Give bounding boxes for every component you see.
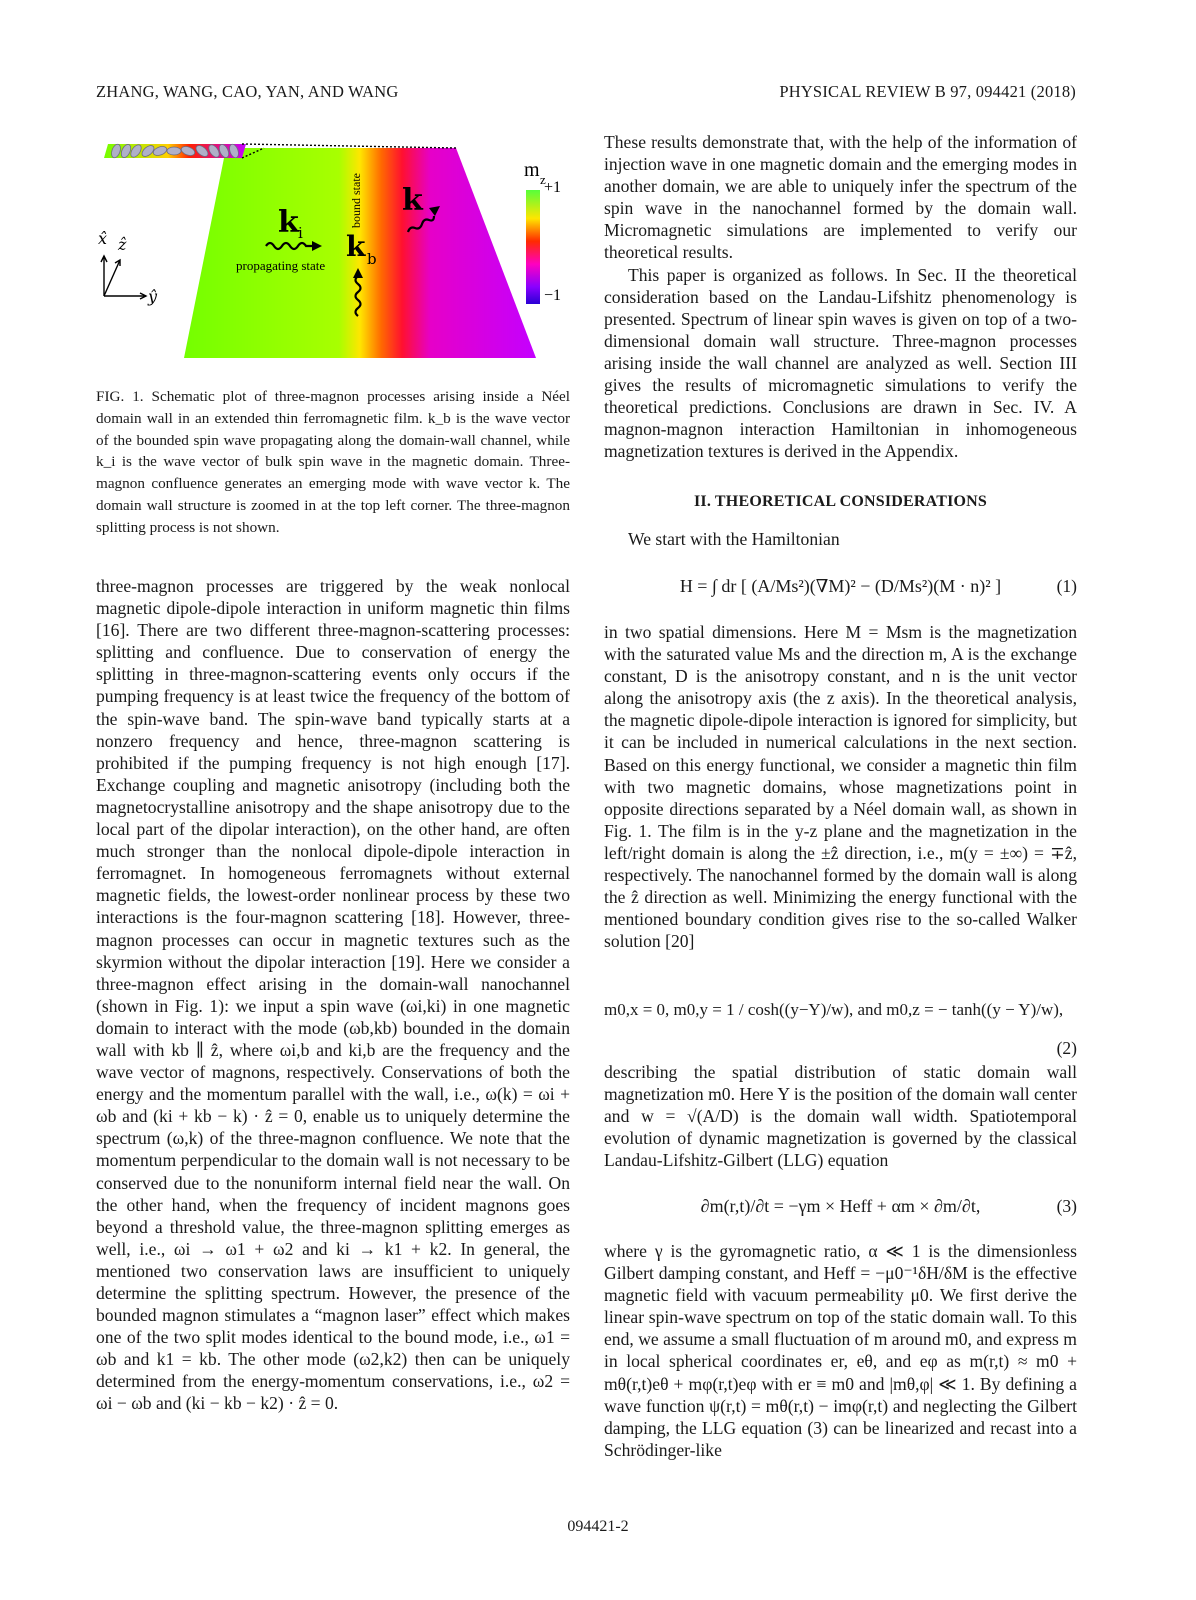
propagating-state-label: propagating state: [236, 258, 326, 273]
page-number: 094421-2: [567, 1518, 629, 1535]
kb-label: k: [346, 230, 366, 263]
paragraph: We start with the Hamiltonian: [628, 529, 840, 549]
equation-2-body: m0,x = 0, m0,y = 1 / cosh((y−Y)/w), and m0,z = − tanh((y − Y)/w),: [604, 1000, 1064, 1019]
mz-colorbar: [526, 190, 540, 304]
right-column-intro: [604, 131, 1077, 462]
mz-subscript: z: [540, 172, 546, 187]
equation-3-number: (3): [1056, 1196, 1077, 1216]
equation-3: [604, 1186, 1077, 1226]
ki-subscript: i: [298, 224, 303, 242]
running-header-authors: ZHANG, WANG, CAO, YAN, AND WANG: [96, 82, 399, 101]
paragraph: in two spatial dimensions. Here M = Msm is the magnetization with the saturated value Ms and the direction m, A is the exchange constant, D is the anisotropy constant, and n is the unit vector along the anisotropy axis (the z axis). In the theoretical analysis, the magnetic dipole-dipole interaction is ignored for simplicity, but it can be included in numerical calculations in the next section. Based on this energy functional, we consider a magnetic thin film with two magnetic domains, whose magnetizations point in opposite directions separated by a Néel domain wall, as shown in Fig. 1. The film is in the y-z plane and the magnetization in the left/right domain is along the ±ẑ direction, i.e., m(y = ±∞) = ∓ẑ, respectively. The nanochannel formed by the domain wall is along the ẑ direction as well. Minimizing the energy functional with the mentioned boundary condition gives rise to the so-called Walker solution [20]: [604, 622, 1077, 952]
axis-z-label: ẑ: [118, 235, 127, 254]
kb-subscript: b: [367, 250, 377, 268]
bound-state-label: bound state: [349, 173, 363, 228]
equation-1-body: H = ∫ dr [ (A/Ms²)(∇M)² − (D/Ms²)(M · n)² ]: [679, 576, 1002, 596]
figure-1-caption: FIG. 1. Schematic plot of three-magnon processes arising inside a Néel domain wall in an extended thin ferromagnetic film. k_b is the wave vector of the bounded spin wave propagating along the domain-wall channel, while k_i is the wave vector of bulk spin wave in the magnetic domain. Three-magnon confluence generates an emerging mode with wave vector k. The domain wall structure is zoomed in at the top left corner. The three-magnon splitting process is not shown.: [96, 388, 570, 536]
ki-label: k: [278, 205, 299, 240]
left-column-text: [96, 575, 570, 1415]
k-label: k: [402, 183, 423, 218]
axis-y-label: ŷ: [148, 287, 158, 306]
equation-1: [604, 566, 1077, 606]
paragraph: These results demonstrate that, with the help of the information of injection wave in one magnetic domain and the emerging modes in another domain, we are able to uniquely infer the spectrum of the spin wave in the nanochannel formed by the domain wall. Micromagnetic simulations are implemented to verify our theoretical results.: [604, 132, 1077, 263]
equation-1-number: (1): [1056, 576, 1077, 596]
colorbar-max-label: +1: [544, 179, 562, 196]
section-heading: II. THEORETICAL CONSIDERATIONS: [693, 493, 988, 510]
coordinate-axes: [101, 256, 146, 299]
paragraph: three-magnon processes are triggered by the weak nonlocal magnetic dipole-dipole interaction in uniform magnetic thin films [16]. There are two different three-magnon-scattering processes: splitting and confluence. Due to conservation of energy the splitting in three-magnon-scattering events only occurs if the pumping frequency is at least twice the frequency of the bottom of the spin-wave band. The spin-wave band typically starts at a nonzero frequency and hence, three-magnon scattering is prohibited if the pumping frequency is not high enough [17]. Exchange coupling and magnetic anisotropy (including both the magnetocrystalline anisotropy and the shape anisotropy due to the local part of the dipolar interaction), on the other hand, are often much stronger than the nonlocal dipole-dipole interaction in ferromagnet. In homogeneous ferromagnets without external magnetic fields, the lowest-order nonlinear process by these two interactions is the four-magnon scattering [18]. However, three-magnon processes can occur in magnetic textures such as the skyrmion without the dipolar interaction [19]. Here we consider a three-magnon effect arising in the domain-wall nanochannel (shown in Fig. 1): we input a spin wave (ωi,ki) in one magnetic domain to interact with the mode (ωb,kb) bounded in the domain wall with kb ∥ ẑ, where ωi,b and ki,b are the frequency and the wave vector of magnons, respectively. Conservations of both the energy and the momentum parallel with the wall, i.e., ω(k) = ωi + ωb and (ki + kb − k) · ẑ = 0, enable us to uniquely determine the spectrum (ω,k) of the three-magnon confluence. We note that the momentum perpendicular to the domain wall is not necessary to be conserved due to the nonuniform internal field near the wall. On the other hand, when the frequency of incident magnons goes beyond a threshold value, the three-magnon splitting emerges as well, i.e., ωi → ω1 + ω2 and ki → k1 + k2. In general, the mentioned two conservation laws are insufficient to uniquely determine the splitting spectrum. However, the presence of the bounded magnon stimulates a “magnon laser” effect which makes one of the two split modes identical to the bound mode, i.e., ω1 = ωb and k1 = kb. The other mode (ω2,k2) then can be uniquely determined from the energy-momentum conservations, i.e., ω2 = ωi − ωb and (ki − kb − k2) · ẑ = 0.: [96, 576, 570, 1414]
equation-2-number: (2): [1056, 1038, 1077, 1058]
paragraph: describing the spatial distribution of static domain wall magnetization m0. Here Y is the position of the domain wall center and w = √(A/D) is the domain wall width. Spatiotemporal evolution of dynamic magnetization is governed by the classical Landau-Lifshitz-Gilbert (LLG) equation: [604, 1062, 1077, 1171]
running-header-journal: PHYSICAL REVIEW B 97, 094421 (2018): [779, 82, 1076, 101]
axis-x-label: x̂: [98, 229, 108, 248]
mz-label: m: [524, 159, 540, 181]
colorbar-min-label: −1: [544, 287, 562, 304]
paragraph: where γ is the gyromagnetic ratio, α ≪ 1 is the dimensionless Gilbert damping constant, and Heff = −μ0⁻¹δH/δM is the effective magnetic field with vacuum permeability μ0. We first derive the linear spin-wave spectrum on top of the static domain wall. To this end, we assume a small fluctuation of m around m0, and express m in local spherical coordinates er, eθ, and eφ as m(r,t) ≈ m0 + mθ(r,t)eθ + mφ(r,t)eφ with er ≡ m0 and |mθ,φ| ≪ 1. By defining a wave function ψ(r,t) = mθ(r,t) − imφ(r,t) and neglecting the Gilbert damping, the LLG equation (3) can be linearized and recast into a Schrödinger-like: [604, 1241, 1077, 1460]
equation-3-body: ∂m(r,t)/∂t = −γm × Heff + αm × ∂m/∂t,: [700, 1196, 981, 1216]
paragraph: This paper is organized as follows. In Sec. II the theoretical consideration based on the Landau-Lifshitz phenomenology is presented. Spectrum of linear spin waves is given on top of a two-dimensional domain wall structure. Three-magnon processes arising inside the wall channel are analyzed as well. Section III gives the results of micromagnetic simulations to verify the theoretical predictions. Conclusions are drawn in Sec. IV. A magnon-magnon interaction Hamiltonian in inhomogeneous magnetization textures is derived in the Appendix.: [604, 264, 1077, 462]
figure-1: [96, 132, 570, 368]
equation-2: [604, 990, 1077, 1058]
domain-wall-schematic: [96, 132, 570, 368]
